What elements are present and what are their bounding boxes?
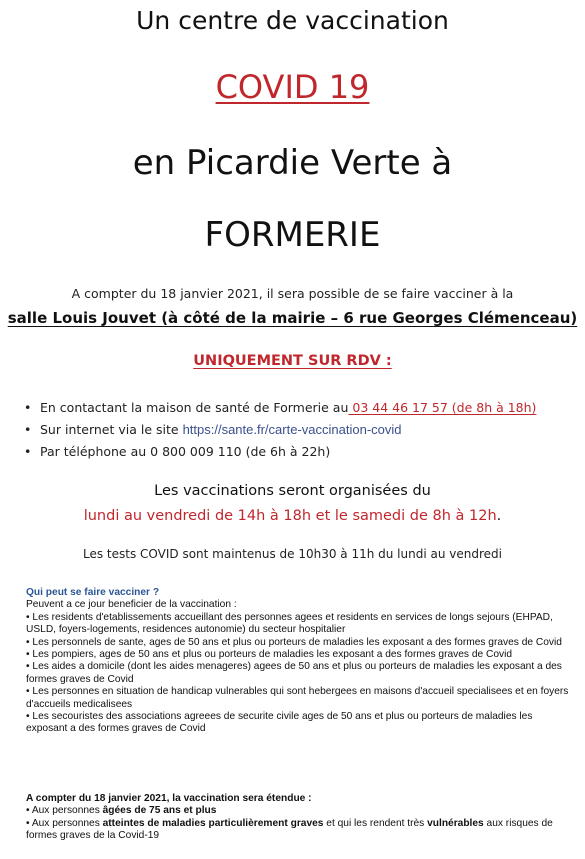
contact-item-phone-center — [24, 398, 536, 420]
vaccination-hours-text: lundi au vendredi de 14h à 18h et le samedi de 8h à 12h — [83, 508, 497, 524]
vaccination-schedule-hours — [0, 508, 585, 524]
bullet-icon: • — [24, 444, 32, 459]
appointment-only-heading — [0, 353, 585, 369]
extension-item-age — [26, 805, 571, 817]
bullet-icon: • — [24, 400, 32, 415]
extension-item-prefix: • Aux personnes — [26, 805, 103, 817]
eligibility-item: • Les personnels de sante, ages de 50 ans et plus ou porteurs de maladies les exposant a des formes graves de Covid — [26, 636, 562, 648]
contact-item-website — [24, 420, 536, 442]
extension-item-illness-mid: et qui les rendent très — [323, 817, 428, 829]
contact-item-hotline — [24, 442, 536, 464]
intro-text: A compter du 18 janvier 2021, il sera possible de se faire vacciner à la — [71, 286, 514, 301]
headline-line-1: Un centre de vaccination — [136, 6, 449, 35]
eligibility-item: • Les pompiers, ages de 50 ans et plus ou porteurs de maladies les exposant a des formes graves de Covid — [26, 649, 513, 661]
extension-item-illness-end: aux risques de formes graves de la Covid-19 — [26, 817, 553, 842]
eligibility-item: • Les aides a domicile (dont les aides menageres) agees de 50 ans et plus ou porteurs de maladies les exposant a des formes graves de Covid — [26, 661, 562, 685]
venue-address — [0, 309, 585, 327]
eligibility-item: • Les personnes en situation de handicap vulnerables qui sont hebergees en maisons d'accueil specialisees et en foyers d'accueils medicalisees — [26, 686, 569, 710]
extension-title: A compter du 18 janvier 2021, la vaccination sera étendue : — [26, 793, 312, 804]
vaccination-map-link[interactable]: https://sante.fr/carte-vaccination-covid — [182, 422, 402, 437]
covid-tests-note: Les tests COVID sont maintenus de 10h30 à 11h du lundi au vendredi — [83, 547, 502, 561]
headline-town: FORMERIE — [204, 215, 381, 255]
contact-item-text: Sur internet via le site — [40, 422, 183, 437]
contact-list — [24, 398, 536, 464]
eligibility-intro: Peuvent a ce jour beneficier de la vaccination : — [26, 599, 237, 611]
health-center-phone[interactable]: 03 44 46 17 57 (de 8h à 18h) — [348, 400, 537, 415]
contact-item-text: En contactant la maison de santé de Formerie au — [40, 400, 349, 415]
eligibility-item: • Les secouristes des associations agreees de securite civile ages de 50 ans et plus ou porteurs de maladies les exposant a des formes graves de Covid — [26, 711, 533, 735]
extension-item-illness — [26, 818, 571, 843]
extension-item-vulnerable-bold: vulnérables — [427, 817, 484, 829]
eligibility-section — [26, 587, 571, 736]
headline-line-3: en Picardie Verte à — [132, 143, 453, 183]
bullet-icon: • — [24, 422, 32, 437]
eligibility-title: Qui peut se faire vacciner ? — [26, 587, 160, 598]
vaccination-hours-period: . — [496, 508, 502, 524]
headline-covid — [0, 68, 585, 106]
venue-address-text: salle Louis Jouvet (à côté de la mairie – 6 rue Georges Clémenceau) — [7, 309, 578, 327]
extension-item-age-bold: âgées de 75 ans et plus — [102, 805, 217, 817]
vaccination-schedule-intro: Les vaccinations seront organisées du — [154, 483, 431, 499]
extension-item-prefix: • Aux personnes — [26, 817, 103, 829]
contact-item-text: Par téléphone au 0 800 009 110 (de 6h à 22h) — [40, 444, 331, 459]
eligibility-item: • Les residents d'etablissements accueillant des personnes agees et residents en services de longs sejours (EHPAD, USLD, foyers-logements, residences autonomie) du secteur hospitalier — [26, 611, 553, 636]
extension-item-illness-bold: atteintes de maladies particulièrement graves — [102, 817, 324, 829]
appointment-only-text: UNIQUEMENT SUR RDV : — [193, 353, 392, 369]
extension-section — [26, 793, 571, 843]
headline-covid-text: COVID 19 — [215, 68, 370, 106]
